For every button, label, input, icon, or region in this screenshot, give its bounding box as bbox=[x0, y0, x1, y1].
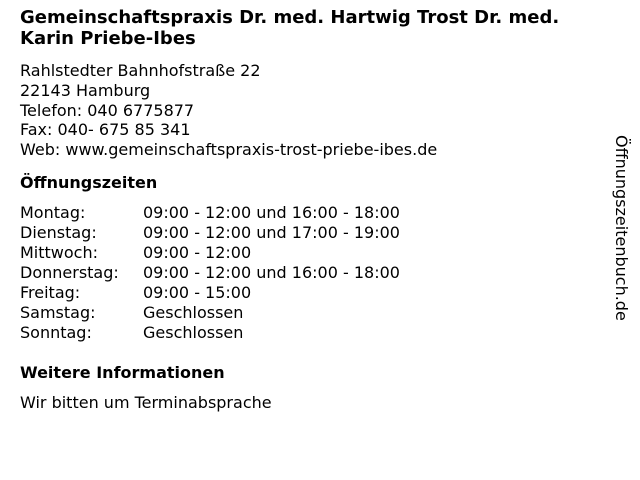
opening-hours-heading: Öffnungszeiten bbox=[20, 172, 158, 192]
brand-watermark: Öffnungszeitenbuch.de bbox=[612, 135, 631, 321]
hours-time: 09:00 - 12:00 und 17:00 - 19:00 bbox=[143, 222, 400, 242]
practice-card bbox=[20, 7, 610, 413]
hours-day: Donnerstag: bbox=[20, 262, 119, 282]
hours-row-monday bbox=[20, 203, 610, 223]
address-street: Rahlstedter Bahnhofstraße 22 bbox=[20, 61, 261, 80]
hours-row-tuesday bbox=[20, 223, 610, 243]
hours-day: Sonntag: bbox=[20, 322, 92, 342]
hours-day: Dienstag: bbox=[20, 222, 97, 242]
hours-row-wednesday bbox=[20, 243, 610, 263]
hours-row-thursday bbox=[20, 263, 610, 283]
hours-time: Geschlossen bbox=[143, 302, 244, 322]
hours-day: Samstag: bbox=[20, 302, 96, 322]
address-block bbox=[20, 61, 610, 160]
further-info-heading: Weitere Informationen bbox=[20, 362, 225, 382]
fax-number: Fax: 040- 675 85 341 bbox=[20, 120, 191, 140]
hours-time: Geschlossen bbox=[143, 322, 244, 342]
address-city: 22143 Hamburg bbox=[20, 80, 151, 100]
hours-row-sunday bbox=[20, 323, 610, 343]
hours-row-saturday bbox=[20, 303, 610, 323]
website: Web: www.gemeinschaftspraxis-trost-priebe-ibes.de bbox=[20, 140, 438, 160]
practice-title: Gemeinschaftspraxis Dr. med. Hartwig Trost Dr. med. Karin Priebe-Ibes bbox=[20, 7, 560, 49]
further-info-text: Wir bitten um Terminabsprache bbox=[20, 392, 272, 412]
hours-time: 09:00 - 15:00 bbox=[143, 282, 252, 302]
hours-row-friday bbox=[20, 283, 610, 303]
hours-time: 09:00 - 12:00 und 16:00 - 18:00 bbox=[143, 262, 400, 282]
phone-number: Telefon: 040 6775877 bbox=[20, 100, 195, 120]
hours-day: Mittwoch: bbox=[20, 242, 98, 262]
hours-day: Montag: bbox=[20, 202, 86, 222]
hours-time: 09:00 - 12:00 und 16:00 - 18:00 bbox=[143, 202, 400, 222]
hours-day: Freitag: bbox=[20, 282, 81, 302]
opening-hours-table bbox=[20, 203, 610, 343]
hours-time: 09:00 - 12:00 bbox=[143, 242, 252, 262]
